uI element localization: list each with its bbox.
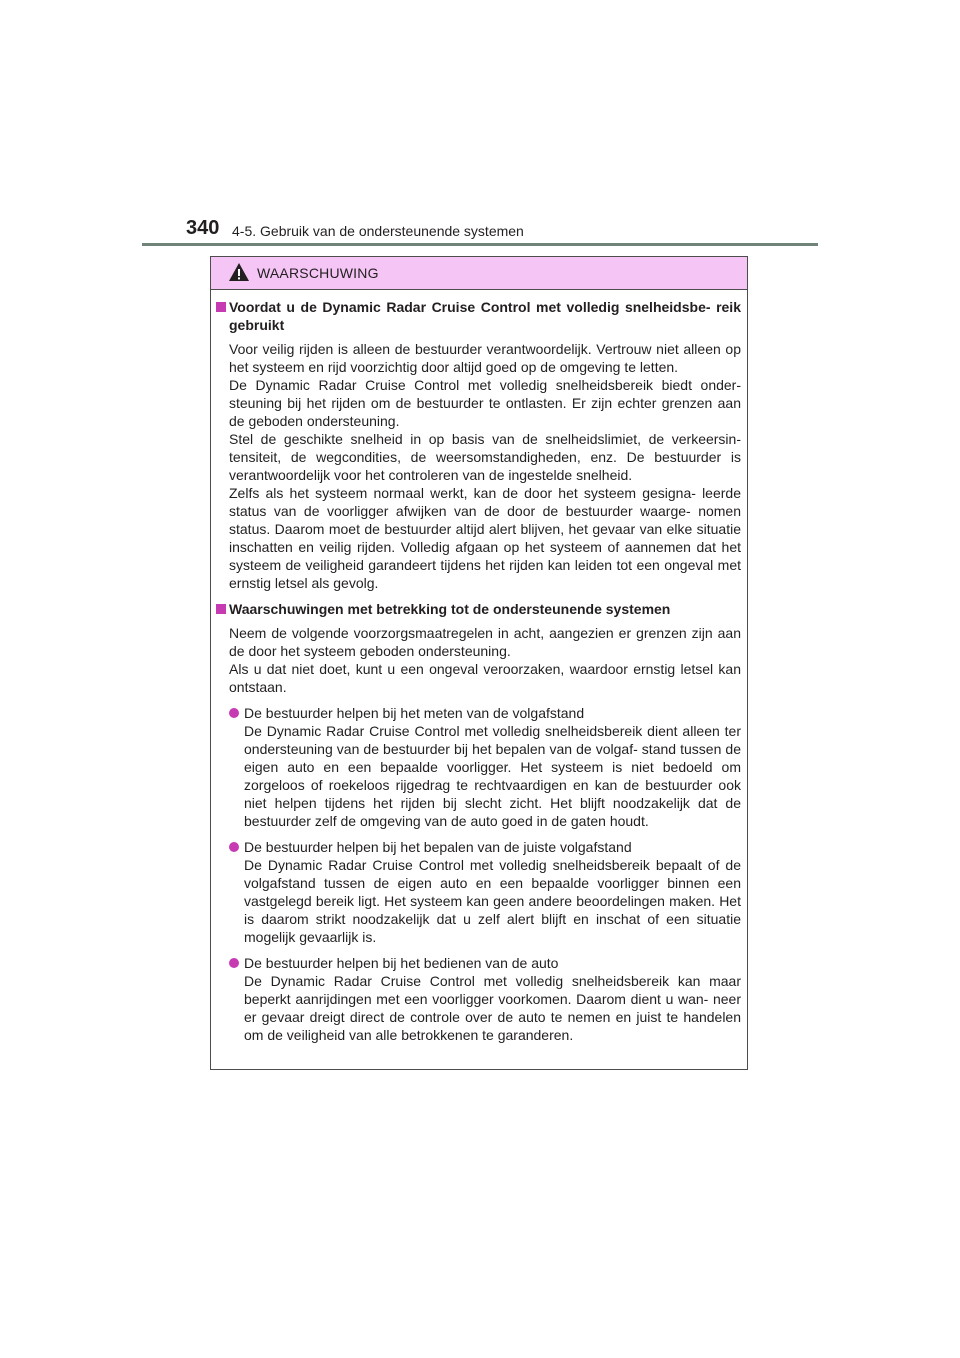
section-heading: [215, 600, 741, 618]
list-item: [229, 954, 741, 1044]
section-heading-text: Waarschuwingen met betrekking tot de ondersteunende systemen: [229, 601, 671, 617]
list-item-text: De Dynamic Radar Cruise Control met volledig snelheidsbereik kan maar beperkt aanrijdingen met een voorligger voorkomen. Daarom dient u wan- neer er gevaar dreigt direct de controle over de auto te nemen en juist te handelen om de veiligheid van alle betrokkenen te garanderen.: [244, 973, 741, 1043]
paragraph: Als u dat niet doet, kunt u een ongeval veroorzaken, waardoor ernstig letsel kan ontstaan.: [229, 661, 741, 695]
warning-header: [211, 257, 747, 290]
circle-bullet-icon: [229, 842, 239, 852]
paragraph: Voor veilig rijden is alleen de bestuurder verantwoordelijk. Vertrouw niet alleen op het systeem en rijd voorzichtig door altijd goed op de omgeving te letten.: [229, 341, 741, 375]
section-paragraphs: [229, 340, 741, 592]
section-heading-text: Voordat u de Dynamic Radar Cruise Control met volledig snelheidsbe- reik gebruikt: [229, 299, 741, 333]
warning-triangle-icon: [228, 262, 250, 282]
page-header: [142, 216, 818, 246]
list-item-content: [244, 954, 741, 1044]
list-item: [229, 838, 741, 946]
page-number: 340: [186, 217, 220, 239]
list-item-text: De Dynamic Radar Cruise Control met volledig snelheidsbereik bepaalt of de volgafstand tussen de eigen auto en een bepaalde voorligger binnen een vastgelegd bereik ligt. Het systeem kan geen andere beoordelingen maken. Het is daarom strikt noodzakelijk dat u zelf alert blijft en inschat of een situatie mogelijk gevaarlijk is.: [244, 857, 741, 945]
header-divider: [142, 243, 818, 246]
list-item-text: De Dynamic Radar Cruise Control met volledig snelheidsbereik dient alleen ter ondersteuning van de bestuurder bij het bepalen van de volgaf- stand tussen de eigen auto en een bepaalde voorligger. Het systeem is niet bedoeld om zorgeloos of roekeloos rijgedrag te rechtvaardigen en kan de bestuurder ook niet helpen tijdens het rijden bij slecht zicht. Het blijft noodzakelijk dat de bestuurder zelf de omgeving van de auto goed in de gaten houdt.: [244, 723, 741, 829]
warning-title: WAARSCHUWING: [257, 265, 379, 281]
circle-bullet-icon: [229, 958, 239, 968]
square-bullet-icon: [216, 302, 226, 312]
list-item-title: De bestuurder helpen bij het bepalen van de juiste volgafstand: [244, 839, 632, 855]
paragraph: Neem de volgende voorzorgsmaatregelen in acht, aangezien er grenzen zijn aan de door het systeem geboden ondersteuning.: [229, 625, 741, 659]
list-item-content: [244, 704, 741, 830]
warning-box: [210, 256, 748, 1070]
list-item-title: De bestuurder helpen bij het meten van de volgafstand: [244, 705, 585, 721]
section-paragraphs: [229, 624, 741, 696]
paragraph: Zelfs als het systeem normaal werkt, kan de door het systeem gesigna- leerde status van de voorligger afwijken van de door de bestuurder waarge- nomen status. Daarom moet de bestuurder altijd alert blijven, het gevaar van elke situatie inschatten en veilig rijden. Volledig afgaan op het systeem of aannemen dat het systeem de veiligheid garandeert tijdens het rijden kan leiden tot een ongeval met ernstig letsel als gevolg.: [229, 485, 741, 591]
paragraph: De Dynamic Radar Cruise Control met volledig snelheidsbereik biedt onder- steuning bij het rijden om de bestuurder te ontlasten. Er zijn echter grenzen aan de geboden ondersteuning.: [229, 377, 741, 429]
circle-bullet-icon: [229, 708, 239, 718]
section-title: 4-5. Gebruik van de ondersteunende systemen: [232, 223, 524, 239]
paragraph: Stel de geschikte snelheid in op basis van de snelheidslimiet, de verkeersin- tensiteit, de wegcondities, de weersomstandigheden, enz. De bestuurder is verantwoordelijk voor het controleren van de ingestelde snelheid.: [229, 431, 741, 483]
list-item: [229, 704, 741, 830]
square-bullet-icon: [216, 604, 226, 614]
section-heading: [215, 298, 741, 334]
list-item-title: De bestuurder helpen bij het bedienen van de auto: [244, 955, 559, 971]
list-item-content: [244, 838, 741, 946]
warning-body: [211, 290, 747, 1044]
